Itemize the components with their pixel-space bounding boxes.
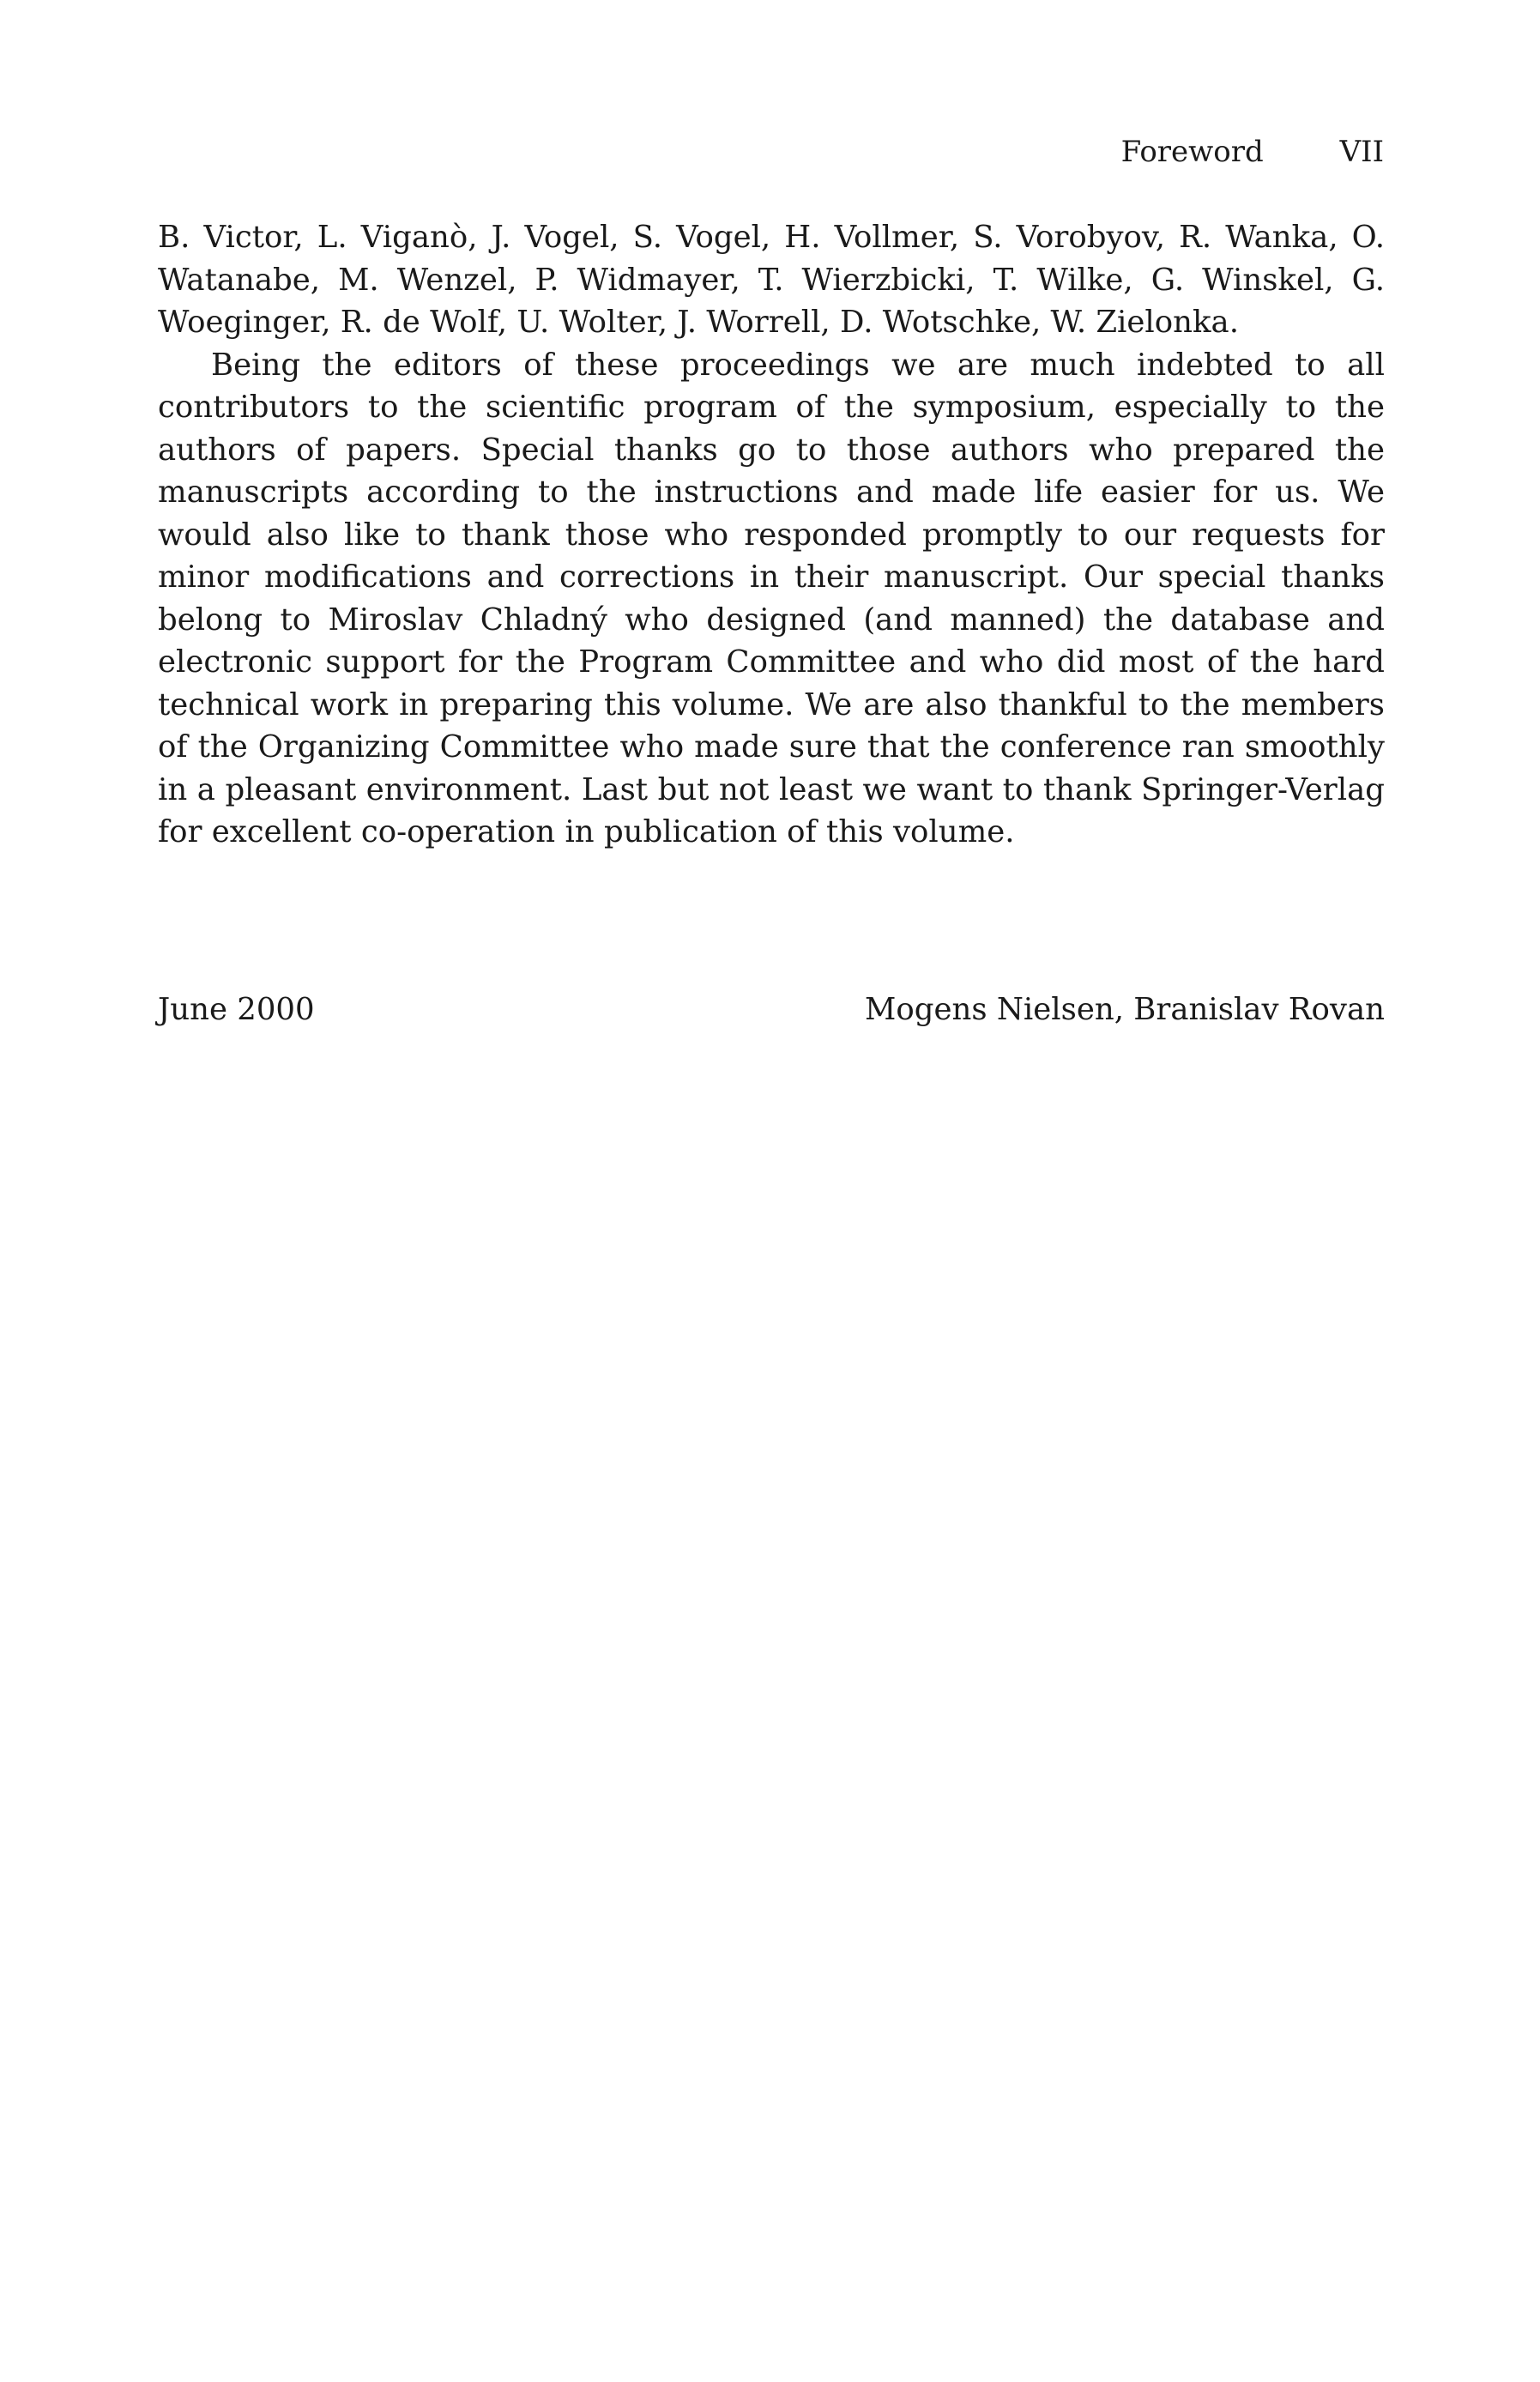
thanks-paragraph: Being the editors of these proceedings we are much indebted to all contributors to the scientific program of the symposium, especially to the authors of papers. Special thanks go to those authors who prepared the manuscripts according to the instructions and made life easier for us. We would also like to thank those who responded promptly to our requests for minor modifications and corrections in their manuscript. Our special thanks belong to Miroslav Chladný who designed (and manned) the database and electronic support for the Program Committee and who did most of the hard technical work in preparing this volume. We are also thankful to the members of the Organizing Committee who made sure that the conference ran smoothly in a pleasant environment. Last but not least we want to thank Springer-Verlag for excellent co-operation in publication of this volume.	[158, 347, 1385, 849]
page-number: VII	[1339, 135, 1384, 169]
signoff	[158, 988, 1385, 1031]
signoff-date: June 2000	[158, 992, 315, 1027]
running-head	[1121, 130, 1384, 173]
signoff-authors: Mogens Nielsen, Branislav Rovan	[865, 992, 1385, 1027]
section-title: Foreword	[1120, 135, 1264, 169]
names-paragraph: B. Victor, L. Viganò, J. Vogel, S. Vogel, H. Vollmer, S. Vorobyov, R. Wanka, O. Watanabe, M. Wenzel, P. Widmayer, T. Wierzbicki, T. Wilke, G. Winskel, G. Woeginger, R. de Wolf, U. Wolter, J. Worrell, D. Wotschke, W. Zielonka.	[158, 220, 1385, 340]
body-text	[158, 216, 1385, 854]
